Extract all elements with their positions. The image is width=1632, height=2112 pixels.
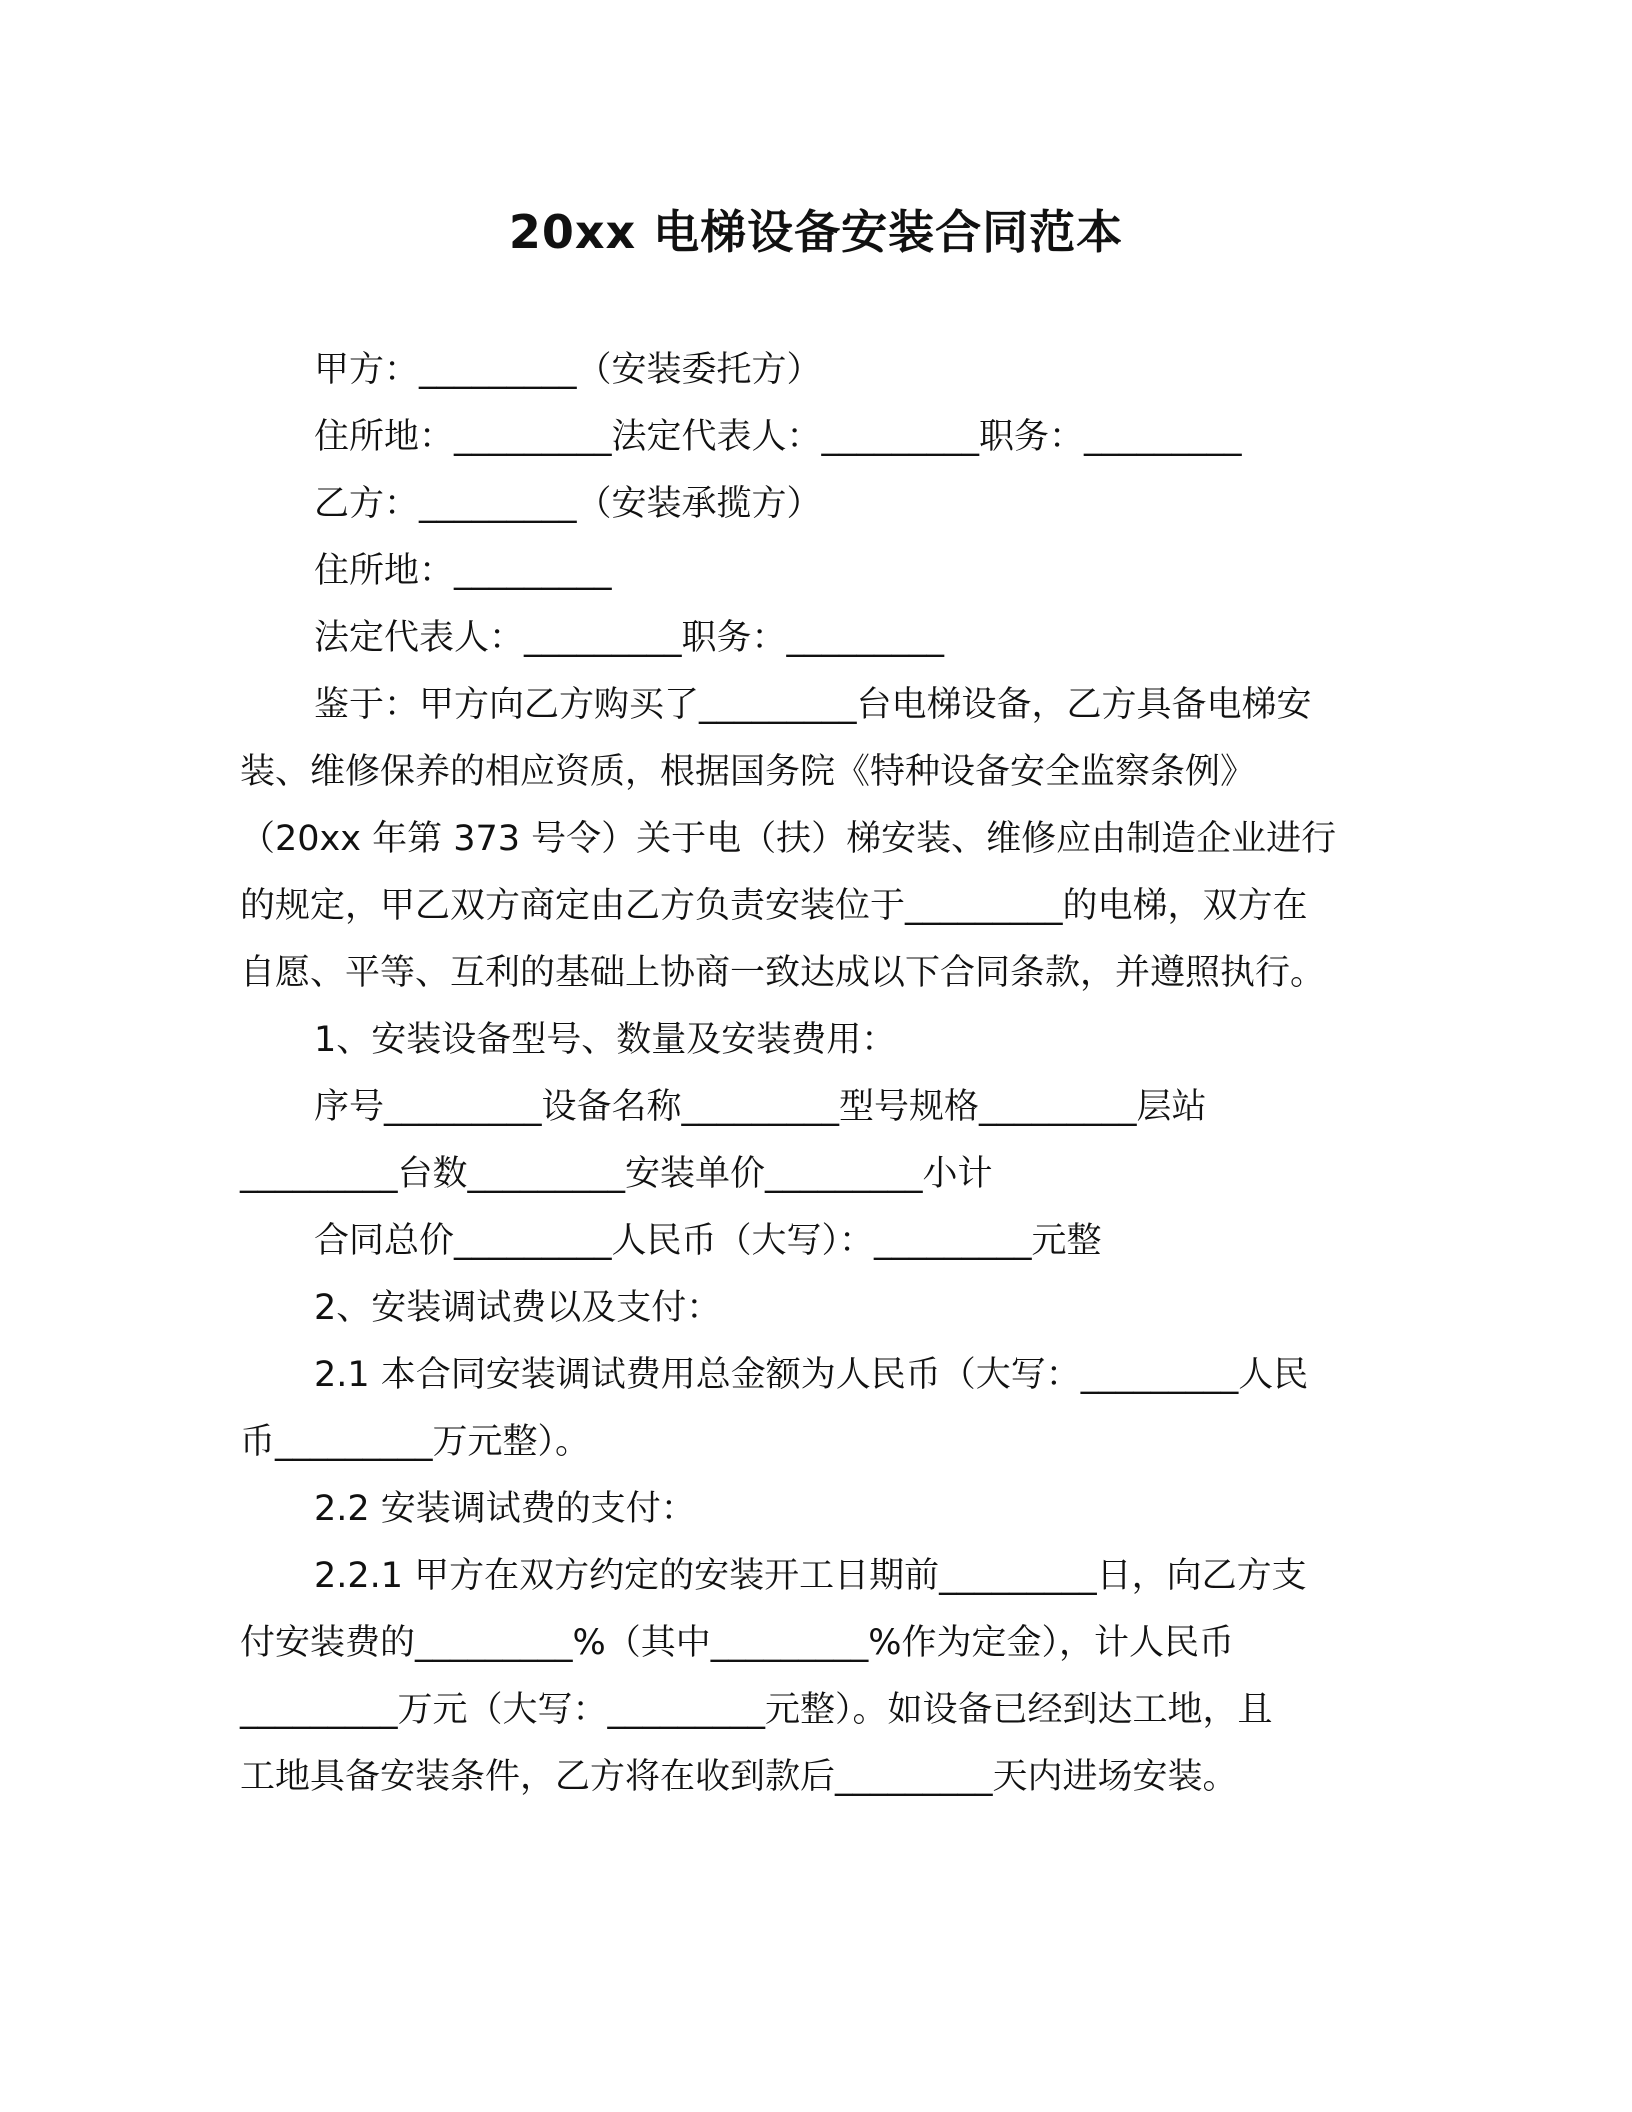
equipment-fields-line-2: _________台数_________安装单价_________小计 — [240, 1154, 993, 1194]
clause-2-1-line-1: 2.1 本合同安装调试费用总金额为人民币（大写：_________人民 — [314, 1355, 1309, 1395]
party-b-representative-line: 法定代表人：_________职务：_________ — [314, 618, 945, 658]
section-1-heading: 1、安装设备型号、数量及安装费用： — [314, 1020, 897, 1060]
party-a-line: 甲方：_________（安装委托方） — [314, 350, 822, 390]
document-title: 20xx 电梯设备安装合同范本 — [508, 205, 1124, 259]
total-price-line: 合同总价_________人民币（大写）：_________元整 — [314, 1221, 1102, 1261]
party-b-line: 乙方：_________（安装承揽方） — [314, 484, 822, 524]
party-b-address-line: 住所地：_________ — [314, 551, 612, 591]
section-2-heading: 2、安装调试费以及支付： — [314, 1288, 722, 1328]
clause-2-2-1-line-1: 2.2.1 甲方在双方约定的安装开工日期前_________日，向乙方支 — [314, 1556, 1307, 1596]
clause-2-2-heading: 2.2 安装调试费的支付： — [314, 1489, 696, 1529]
preamble-line-5: 自愿、平等、互利的基础上协商一致达成以下合同条款，并遵照执行。 — [240, 953, 1326, 993]
preamble-line-4: 的规定，甲乙双方商定由乙方负责安装位于_________的电梯，双方在 — [240, 886, 1308, 926]
party-a-address-line: 住所地：_________法定代表人：_________职务：_________ — [314, 417, 1242, 457]
preamble-line-3: （20xx 年第 373 号令）关于电（扶）梯安装、维修应由制造企业进行 — [240, 819, 1337, 859]
clause-2-2-1-line-3: _________万元（大写：_________元整）。如设备已经到达工地，且 — [240, 1690, 1273, 1730]
clause-2-1-line-2: 币_________万元整）。 — [240, 1422, 591, 1462]
preamble-line-1: 鉴于：甲方向乙方购买了_________台电梯设备，乙方具备电梯安 — [314, 685, 1312, 725]
equipment-fields-line-1: 序号_________设备名称_________型号规格_________层站 — [314, 1087, 1207, 1127]
clause-2-2-1-line-2: 付安装费的_________%（其中_________%作为定金），计人民币 — [240, 1623, 1235, 1663]
clause-2-2-1-line-4: 工地具备安装条件，乙方将在收到款后_________天内进场安装。 — [240, 1757, 1238, 1797]
preamble-line-2: 装、维修保养的相应资质，根据国务院《特种设备安全监察条例》 — [240, 752, 1256, 792]
